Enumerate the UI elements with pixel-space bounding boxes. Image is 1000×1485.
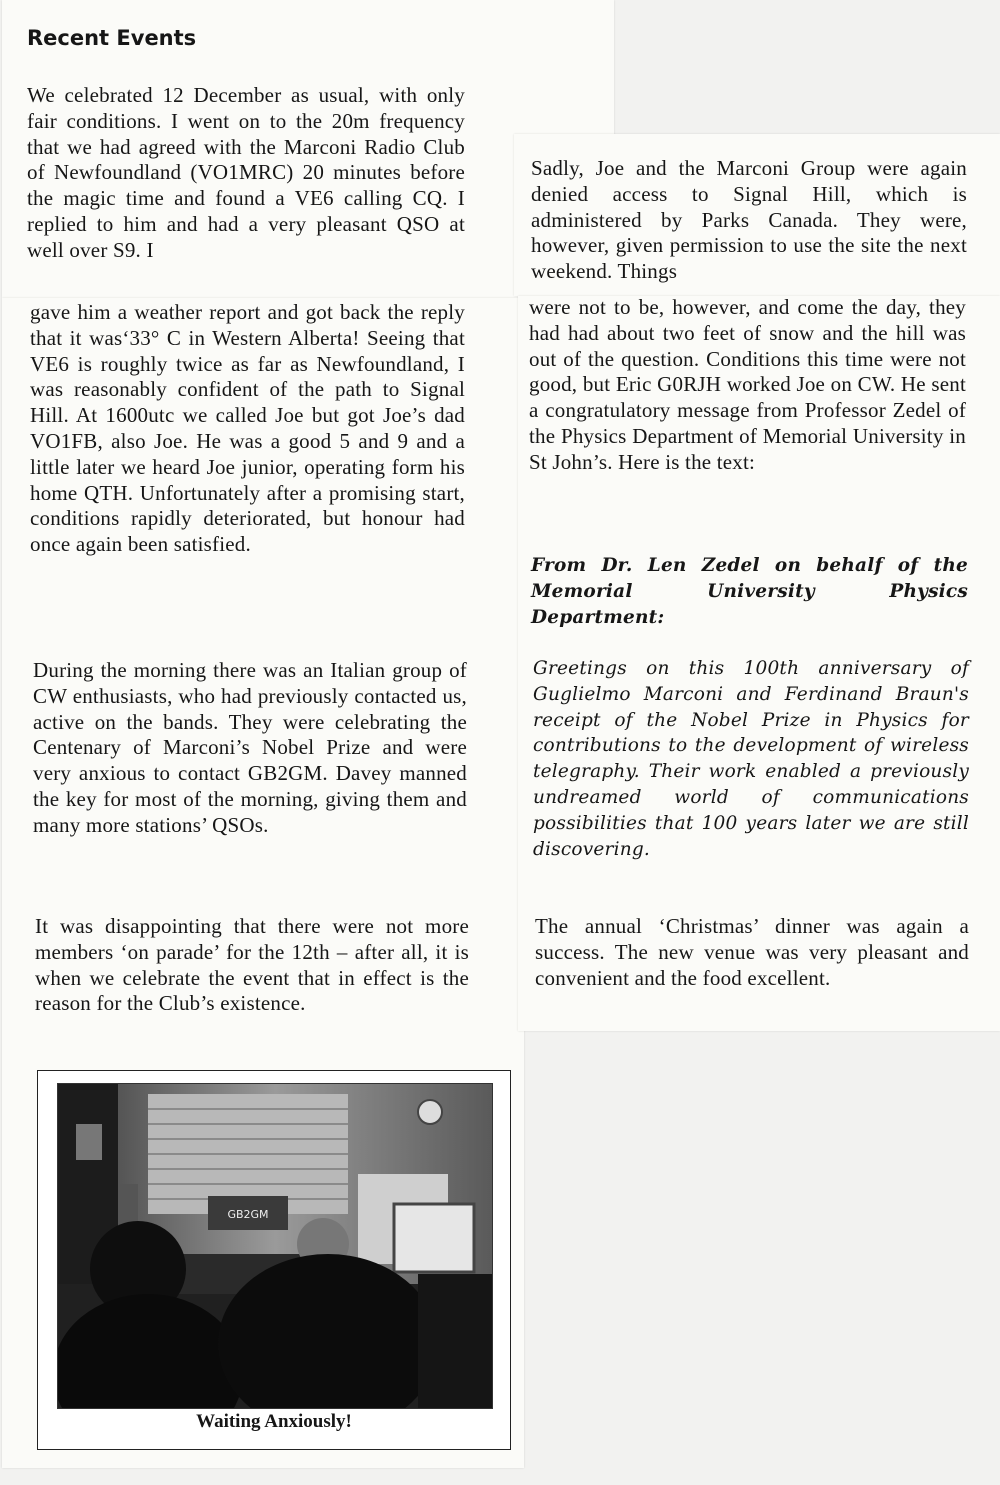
col1-block1: We celebrated 12 December as usual, with only fair conditions. I went on to the 20m frequency that we had agreed with the Marconi Radio Club of Newfoundland (VO1MRC) 20 minutes before the magic time and found a VE6 calling CQ. I replied to him and had a very pleasant QSO at well over S9. I [27,83,466,262]
sign-gb2gm: GB2GM [227,1208,269,1221]
col2-greetings: Greetings on this 100th anniversary of Guglielmo Marconi and Ferdinand Braun's receipt of the Nobel Prize in Physics for contributions to the development of wireless telegraphy. Their work enabled a previously undreamed world of communications possibilities that 100 years later we are still discovering. [533,658,969,860]
col2-from-heading: From Dr. Len Zedel on behalf of the Memorial University Physics Department: [531,555,968,628]
article-heading: Recent Events [27,26,197,50]
photo-frame [37,1070,511,1450]
col1-block4: It was disappointing that there were not more members ‘on parade’ for the 12th – after all, it is when we celebrate the event that in effect is the reason for the Club’s existence. [35,914,470,1016]
col2-dinner: The annual ‘Christmas’ dinner was again a success. The new venue was very pleasant and convenient and the food excellent. [535,914,969,990]
col2-block2: were not to be, however, and come the day, they had had about two feet of snow and the hill was out of the question. Conditions this time were not good, but Eric G0RJH worked Joe on CW. He sent a congratulatory message from Professor Zedel of the Physics Department of Memorial University in St John’s. Here is the text: [529,295,967,474]
col2-block1: Sadly, Joe and the Marconi Group were again denied access to Signal Hill, which is administered by Parks Canada. They were, however, given permission to use the site the next weekend. Things [531,156,968,284]
photo-radio-room [57,1083,493,1409]
col1-block2: gave him a weather report and got back the reply that it was‘33° C in Western Alberta! Seeing that VE6 is roughly twice as far as Newfoundland, I was reasonably confident of the path to Signal Hill. At 1600utc we called Joe but got Joe’s dad VO1FB, also Joe. He was a good 5 and 9 and a little later we heard Joe junior, operating form his home QTH. Unfortunately after a promising start, conditions rapidly deteriorated, but honour had once again been satisfied. [30,300,466,557]
photo-caption: Waiting Anxiously! [196,1411,352,1432]
col1-block3: During the morning there was an Italian group of CW enthusiasts, who had previously contacted us, active on the bands. They were celebrating the Centenary of Marconi’s Nobel Prize and were very anxious to contact GB2GM. Davey manned the key for most of the morning, giving them and many more stations’ QSOs. [33,658,468,837]
